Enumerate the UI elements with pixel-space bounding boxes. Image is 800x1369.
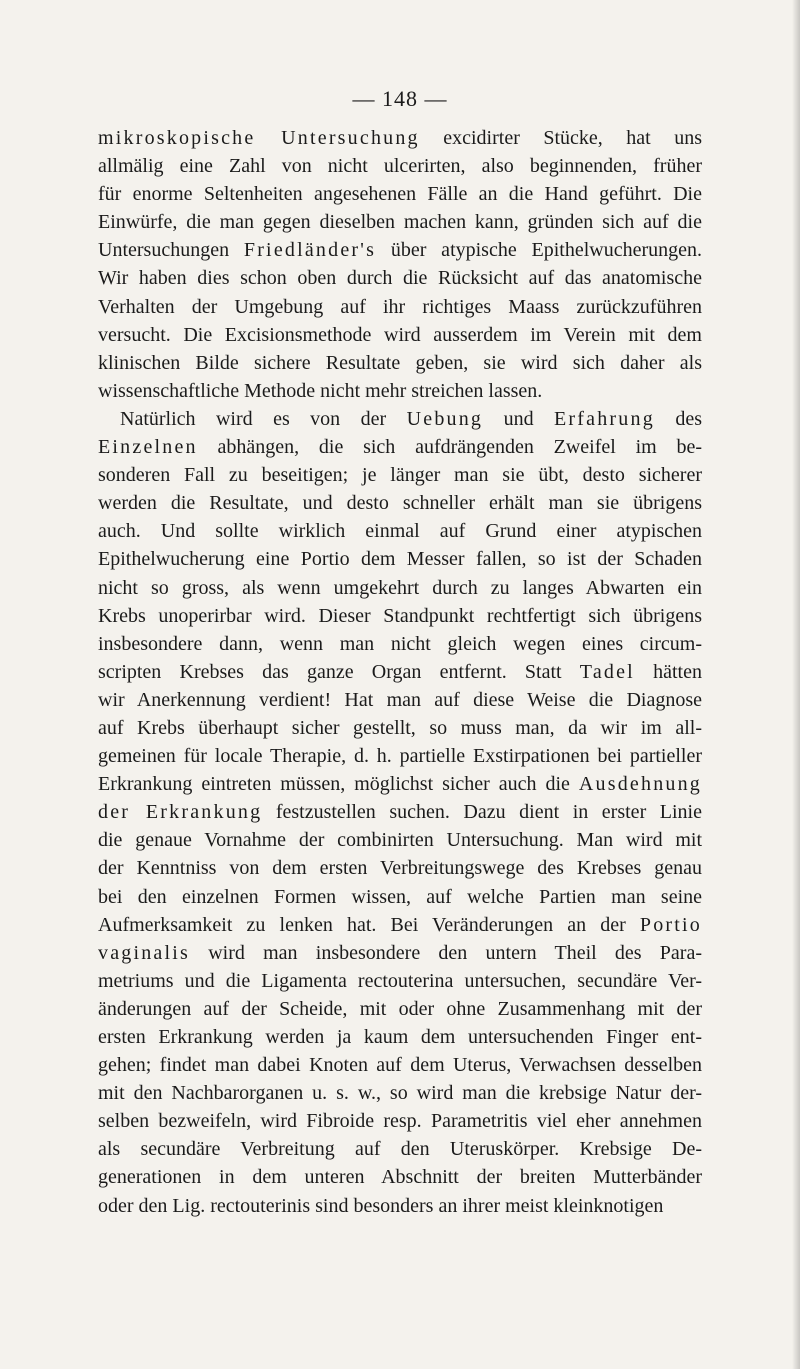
- text-run: Einwürfe, die man gegen dieselben machen kann, gründen sich auf die: [98, 211, 702, 234]
- text-line: [98, 1107, 702, 1135]
- text-line: [98, 1023, 702, 1051]
- text-run: klinischen Bilde sichere Resultate geben, sie wird sich daher als: [98, 351, 702, 374]
- text-run: wir Anerkennung verdient! Hat man auf diese Weise die Diagnose: [98, 688, 702, 711]
- emphasized-text: Erfahrung: [554, 407, 655, 430]
- page-number: — 148 —: [352, 86, 448, 111]
- text-run: hätten: [634, 660, 702, 683]
- emphasized-text: Uebung: [406, 407, 484, 430]
- text-run: festzustellen suchen. Dazu dient in erster Linie: [262, 801, 702, 824]
- text-line: [98, 1192, 702, 1220]
- text-line: [98, 377, 702, 405]
- text-run: Natürlich wird es von der: [120, 407, 407, 430]
- text-run: versucht. Die Excisionsmethode wird ausserdem im Verein mit dem: [98, 323, 702, 346]
- text-line: [98, 1163, 702, 1191]
- text-line: [98, 293, 702, 321]
- text-run: werden die Resultate, und desto schneller erhält man sie übrigens: [98, 492, 702, 515]
- text-line: [98, 714, 702, 742]
- emphasized-text: Portio: [639, 913, 702, 936]
- text-run: abhängen, die sich aufdrängenden Zweifel im be-: [197, 436, 702, 459]
- text-run: oder den Lig. rectouterinis sind besonders an ihrer meist kleinknotigen: [98, 1194, 664, 1217]
- text-line: [98, 1051, 702, 1079]
- text-line: [98, 1079, 702, 1107]
- text-line: [98, 798, 702, 826]
- text-run: auch. Und sollte wirklich einmal auf Grund einer atypischen: [98, 520, 702, 543]
- text-line: [98, 236, 702, 264]
- text-run: gemeinen für locale Therapie, d. h. partielle Exstirpationen bei partieller: [98, 745, 702, 768]
- text-line: [98, 433, 702, 461]
- text-line: [98, 770, 702, 798]
- text-line: [98, 658, 702, 686]
- text-run: als secundäre Verbreitung auf den Uteruskörper. Krebsige De-: [98, 1138, 702, 1161]
- text-run: allmälig eine Zahl von nicht ulcerirten, also beginnenden, früher: [98, 155, 702, 178]
- text-run: excidirter Stücke, hat uns: [419, 127, 702, 149]
- text-line: [98, 180, 702, 208]
- text-line: [98, 574, 702, 602]
- text-line: [98, 545, 702, 573]
- emphasized-text: Tadel: [579, 660, 635, 683]
- text-run: nicht so gross, als wenn umgekehrt durch zu langes Abwarten ein: [98, 576, 702, 599]
- text-run: bei den einzelnen Formen wissen, auf welche Partien man seine: [98, 885, 702, 908]
- text-run: für enorme Seltenheiten angesehenen Fälle an die Hand geführt. Die: [98, 183, 702, 206]
- text-run: Erkrankung eintreten müssen, möglichst sicher auch die: [98, 773, 579, 796]
- text-line: [98, 208, 702, 236]
- text-run: ersten Erkrankung werden ja kaum dem untersuchenden Finger ent-: [98, 1026, 702, 1048]
- emphasized-text: Einzelnen: [98, 436, 198, 459]
- emphasized-text: der Erkrankung: [98, 801, 263, 824]
- text-run: Untersuchungen: [98, 239, 244, 262]
- text-line: [98, 124, 702, 152]
- emphasized-text: vaginalis: [98, 941, 191, 964]
- text-line: [98, 630, 702, 658]
- text-run: selben bezweifeln, wird Fibroide resp. Parametritis viel eher annehmen: [98, 1110, 702, 1133]
- text-line: [98, 686, 702, 714]
- text-line: [98, 995, 702, 1023]
- text-run: wird man insbesondere den untern Theil des Para-: [190, 941, 702, 964]
- text-run: mit den Nachbarorganen u. s. w., so wird man die krebsige Natur der-: [98, 1082, 702, 1105]
- text-line: [98, 264, 702, 292]
- text-line: [98, 826, 702, 854]
- text-run: Krebs unoperirbar wird. Dieser Standpunkt rechtfertigt sich übrigens: [98, 604, 702, 627]
- text-line: [98, 939, 702, 967]
- text-line: [98, 461, 702, 489]
- text-run: Verhalten der Umgebung auf ihr richtiges Maass zurückzuführen: [98, 295, 702, 318]
- text-line: [98, 883, 702, 911]
- text-run: über atypische Epithelwucherungen.: [376, 239, 703, 262]
- text-run: sonderen Fall zu beseitigen; je länger man sie übt, desto sicherer: [98, 464, 702, 487]
- text-line: [98, 152, 702, 180]
- text-line: [98, 405, 702, 433]
- emphasized-text: Ausdehnung: [578, 773, 702, 796]
- text-run: Wir haben dies schon oben durch die Rücksicht auf das anatomische: [98, 267, 702, 290]
- text-run: Aufmerksamkeit zu lenken hat. Bei Veränderungen an der: [98, 913, 640, 936]
- text-line: [98, 742, 702, 770]
- text-run: änderungen auf der Scheide, mit oder ohne Zusammenhang mit der: [98, 997, 702, 1020]
- text-run: der Kenntniss von dem ersten Verbreitungswege des Krebses genau: [98, 857, 702, 880]
- text-line: [98, 1135, 702, 1163]
- text-run: Epithelwucherung eine Portio dem Messer fallen, so ist der Schaden: [98, 548, 702, 571]
- text-line: [98, 321, 702, 349]
- text-run: des: [654, 407, 702, 430]
- page-edge-shadow: [792, 0, 800, 1369]
- text-line: [98, 517, 702, 545]
- emphasized-text: mikroskopische Untersuchung: [98, 127, 420, 149]
- text-run: scripten Krebses das ganze Organ entfernt. Statt: [98, 660, 580, 683]
- text-run: und: [483, 407, 555, 430]
- text-line: [98, 911, 702, 939]
- text-run: die genaue Vornahme der combinirten Untersuchung. Man wird mit: [98, 829, 702, 852]
- text-run: wissenschaftliche Methode nicht mehr streichen lassen.: [98, 379, 543, 402]
- emphasized-text: Friedländer's: [243, 239, 377, 262]
- paragraph: [98, 124, 702, 405]
- text-run: gehen; findet man dabei Knoten auf dem Uterus, Verwachsen desselben: [98, 1054, 702, 1077]
- text-line: [98, 489, 702, 517]
- text-run: insbesondere dann, wenn man nicht gleich wegen eines circum-: [98, 632, 702, 655]
- text-line: [98, 349, 702, 377]
- paragraph: [98, 405, 702, 1220]
- text-run: metriums und die Ligamenta rectouterina untersuchen, secundäre Ver-: [98, 969, 702, 992]
- text-line: [98, 967, 702, 995]
- text-line: [98, 854, 702, 882]
- text-run: auf Krebs überhaupt sicher gestellt, so muss man, da wir im all-: [98, 716, 702, 739]
- body-text: [98, 124, 702, 1220]
- text-run: generationen in dem unteren Abschnitt der breiten Mutterbänder: [98, 1166, 702, 1189]
- text-line: [98, 602, 702, 630]
